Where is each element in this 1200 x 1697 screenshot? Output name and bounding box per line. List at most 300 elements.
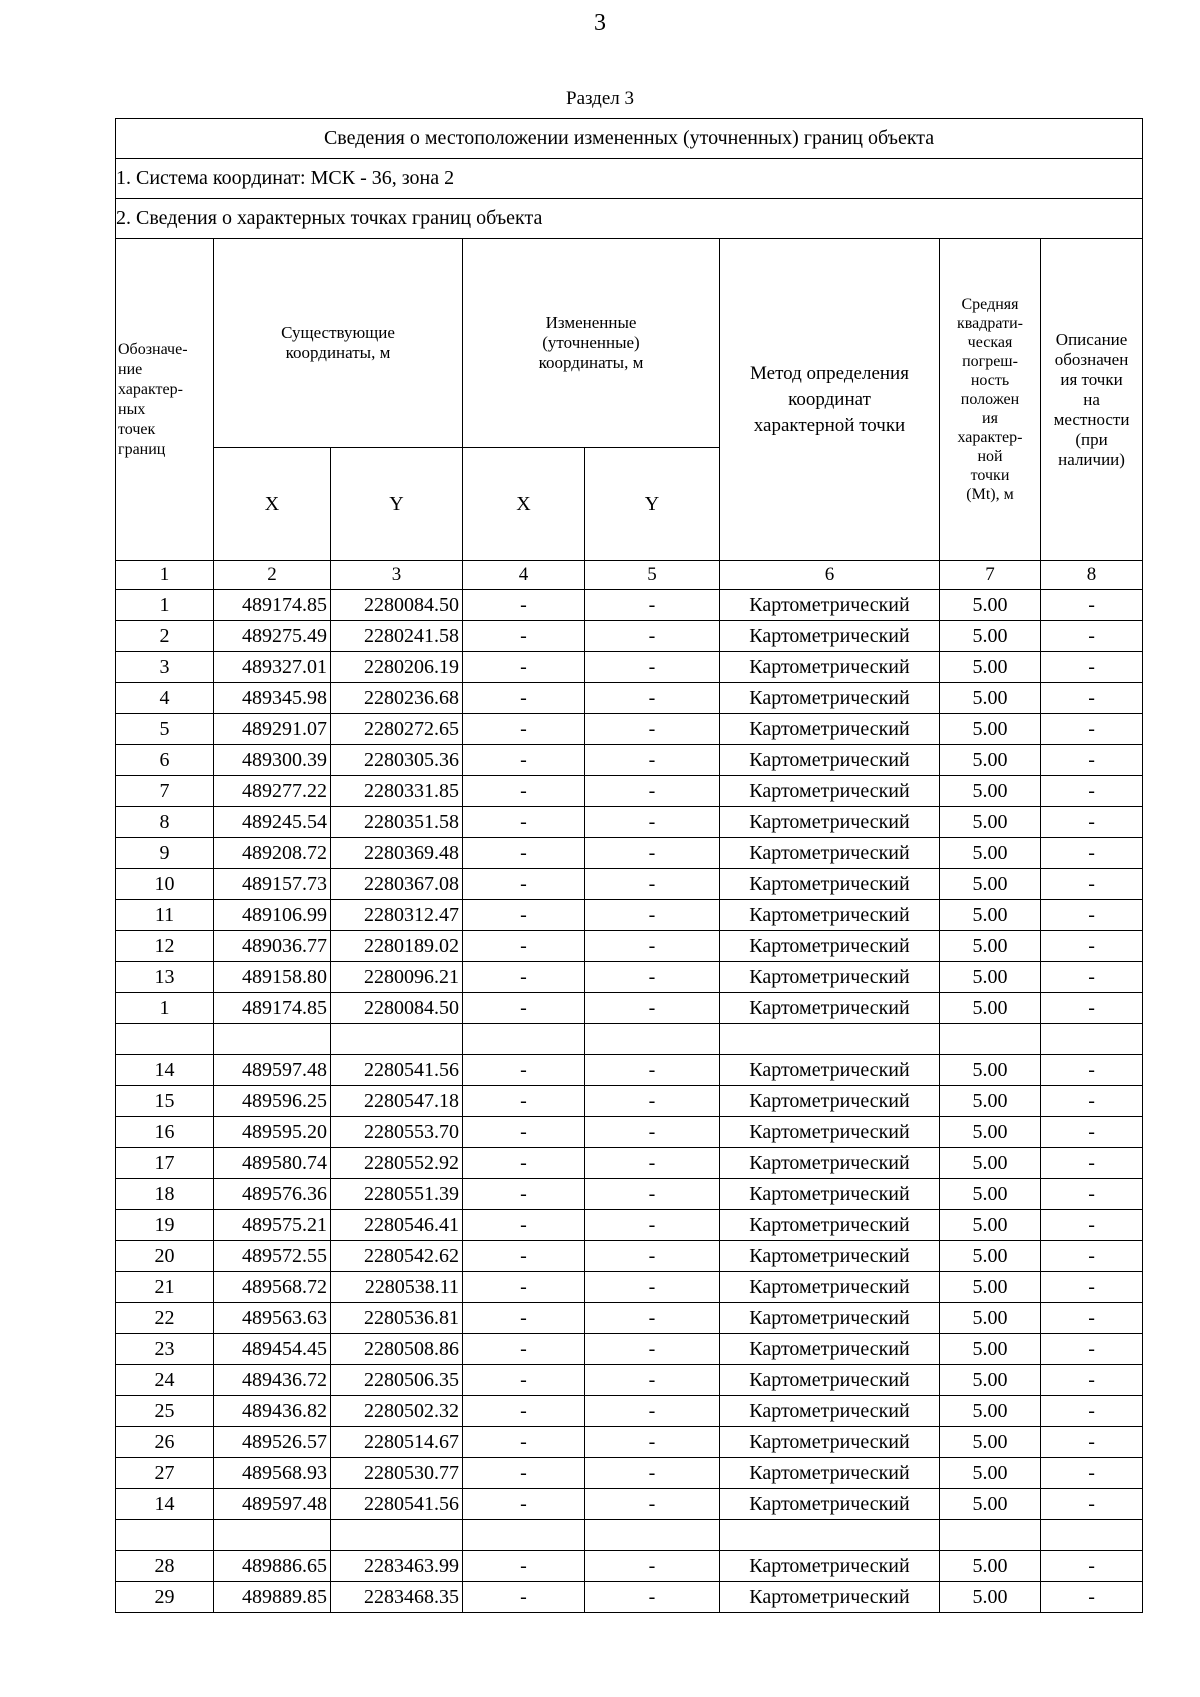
- table-row: [116, 900, 1143, 931]
- description-cell: [1041, 1024, 1143, 1055]
- table-row: [116, 714, 1143, 745]
- description-cell: -: [1041, 1148, 1143, 1179]
- method-cell: Картометрический: [720, 1241, 940, 1272]
- column-number: 2: [214, 561, 331, 590]
- table-row: [116, 1241, 1143, 1272]
- y-existing-cell: 2280546.41: [331, 1210, 463, 1241]
- table-row: [116, 1055, 1143, 1086]
- y-existing-cell: 2280541.56: [331, 1489, 463, 1520]
- method-cell: Картометрический: [720, 652, 940, 683]
- column-numbers-row: [116, 561, 1143, 590]
- table-row: [116, 683, 1143, 714]
- x-changed-cell: -: [463, 931, 585, 962]
- x-existing-cell: 489568.72: [214, 1272, 331, 1303]
- description-cell: -: [1041, 1303, 1143, 1334]
- description-cell: -: [1041, 962, 1143, 993]
- error-cell: 5.00: [940, 1179, 1041, 1210]
- page-number: 3: [594, 10, 606, 36]
- method-cell: Картометрический: [720, 1396, 940, 1427]
- point-id-cell: [116, 1024, 214, 1055]
- y-existing-cell: 2280312.47: [331, 900, 463, 931]
- y-existing-cell: 2280530.77: [331, 1458, 463, 1489]
- y-changed-cell: -: [585, 776, 720, 807]
- points-heading-row: [116, 199, 1143, 239]
- error-cell: 5.00: [940, 1303, 1041, 1334]
- description-cell: -: [1041, 776, 1143, 807]
- x-existing-cell: 489436.72: [214, 1365, 331, 1396]
- y-existing-cell: 2280305.36: [331, 745, 463, 776]
- point-id-cell: 7: [116, 776, 214, 807]
- x-changed-cell: -: [463, 683, 585, 714]
- x-existing-cell: 489174.85: [214, 993, 331, 1024]
- x-changed-cell: -: [463, 962, 585, 993]
- point-id-cell: [116, 1520, 214, 1551]
- point-id-cell: 23: [116, 1334, 214, 1365]
- y-existing-cell: 2280506.35: [331, 1365, 463, 1396]
- method-cell: [720, 1024, 940, 1055]
- description-cell: -: [1041, 993, 1143, 1024]
- description-cell: -: [1041, 1365, 1143, 1396]
- error-cell: 5.00: [940, 714, 1041, 745]
- y-existing-cell: 2280536.81: [331, 1303, 463, 1334]
- y-existing-cell: 2280241.58: [331, 621, 463, 652]
- description-cell: -: [1041, 1179, 1143, 1210]
- x-changed-cell: -: [463, 1458, 585, 1489]
- method-cell: Картометрический: [720, 745, 940, 776]
- point-id-cell: 9: [116, 838, 214, 869]
- x-existing-cell: 489157.73: [214, 869, 331, 900]
- description-cell: [1041, 1520, 1143, 1551]
- y-changed-cell: -: [585, 621, 720, 652]
- x-changed-cell: -: [463, 621, 585, 652]
- y-existing-cell: [331, 1520, 463, 1551]
- description-cell: -: [1041, 1086, 1143, 1117]
- x-existing-cell: 489300.39: [214, 745, 331, 776]
- table-row: [116, 931, 1143, 962]
- y-changed-cell: -: [585, 1117, 720, 1148]
- y-changed-cell: -: [585, 900, 720, 931]
- y-existing-cell: 2283463.99: [331, 1551, 463, 1582]
- header-x-changed: X: [463, 448, 585, 561]
- error-cell: 5.00: [940, 1272, 1041, 1303]
- header-error: Средняя квадрати- ческая погреш- ность положен ия характер- ной точки (Mt), м: [940, 239, 1041, 561]
- table-row: [116, 807, 1143, 838]
- y-existing-cell: [331, 1024, 463, 1055]
- y-existing-cell: 2280514.67: [331, 1427, 463, 1458]
- y-changed-cell: -: [585, 1210, 720, 1241]
- points-heading: 2. Сведения о характерных точках границ объекта: [116, 199, 1143, 239]
- y-existing-cell: 2280553.70: [331, 1117, 463, 1148]
- x-changed-cell: -: [463, 807, 585, 838]
- table-row: [116, 652, 1143, 683]
- table-row: [116, 962, 1143, 993]
- error-cell: 5.00: [940, 1241, 1041, 1272]
- column-number: 6: [720, 561, 940, 590]
- x-changed-cell: -: [463, 838, 585, 869]
- y-existing-cell: 2280206.19: [331, 652, 463, 683]
- error-cell: 5.00: [940, 683, 1041, 714]
- method-cell: Картометрический: [720, 1458, 940, 1489]
- x-existing-cell: 489597.48: [214, 1055, 331, 1086]
- x-changed-cell: -: [463, 1055, 585, 1086]
- method-cell: [720, 1520, 940, 1551]
- table-row: [116, 1582, 1143, 1613]
- y-changed-cell: [585, 1024, 720, 1055]
- point-id-cell: 15: [116, 1086, 214, 1117]
- description-cell: -: [1041, 869, 1143, 900]
- x-existing-cell: 489597.48: [214, 1489, 331, 1520]
- y-existing-cell: 2280541.56: [331, 1055, 463, 1086]
- y-changed-cell: -: [585, 1334, 720, 1365]
- y-changed-cell: -: [585, 590, 720, 621]
- table-row: [116, 869, 1143, 900]
- point-id-cell: 11: [116, 900, 214, 931]
- boundary-points-table: [115, 118, 1143, 1613]
- point-id-cell: 22: [116, 1303, 214, 1334]
- x-changed-cell: -: [463, 1365, 585, 1396]
- y-existing-cell: 2280096.21: [331, 962, 463, 993]
- error-cell: 5.00: [940, 1055, 1041, 1086]
- y-existing-cell: 2280502.32: [331, 1396, 463, 1427]
- table-row: [116, 590, 1143, 621]
- x-changed-cell: [463, 1024, 585, 1055]
- coord-system: 1. Система координат: МСК - 36, зона 2: [116, 159, 1143, 199]
- table-row: [116, 1334, 1143, 1365]
- x-changed-cell: -: [463, 1303, 585, 1334]
- error-cell: 5.00: [940, 1365, 1041, 1396]
- x-changed-cell: -: [463, 776, 585, 807]
- x-changed-cell: -: [463, 1117, 585, 1148]
- header-description: Описание обозначен ия точки на местности (при наличии): [1041, 239, 1143, 561]
- x-existing-cell: 489596.25: [214, 1086, 331, 1117]
- error-cell: 5.00: [940, 776, 1041, 807]
- point-id-cell: 26: [116, 1427, 214, 1458]
- point-id-cell: 17: [116, 1148, 214, 1179]
- x-changed-cell: -: [463, 652, 585, 683]
- x-existing-cell: 489575.21: [214, 1210, 331, 1241]
- method-cell: Картометрический: [720, 1551, 940, 1582]
- x-existing-cell: 489572.55: [214, 1241, 331, 1272]
- x-changed-cell: -: [463, 745, 585, 776]
- y-changed-cell: -: [585, 714, 720, 745]
- x-existing-cell: 489526.57: [214, 1427, 331, 1458]
- y-changed-cell: -: [585, 1241, 720, 1272]
- header-designation: Обозначе- ние характер- ных точек границ: [116, 239, 214, 561]
- error-cell: 5.00: [940, 1427, 1041, 1458]
- x-existing-cell: [214, 1520, 331, 1551]
- method-cell: Картометрический: [720, 1148, 940, 1179]
- y-changed-cell: [585, 1520, 720, 1551]
- header-y-changed: Y: [585, 448, 720, 561]
- method-cell: Картометрический: [720, 1582, 940, 1613]
- description-cell: -: [1041, 900, 1143, 931]
- y-changed-cell: -: [585, 1303, 720, 1334]
- y-changed-cell: -: [585, 1086, 720, 1117]
- error-cell: 5.00: [940, 1210, 1041, 1241]
- method-cell: Картометрический: [720, 900, 940, 931]
- y-existing-cell: 2280508.86: [331, 1334, 463, 1365]
- x-changed-cell: -: [463, 869, 585, 900]
- x-existing-cell: 489436.82: [214, 1396, 331, 1427]
- method-cell: Картометрический: [720, 714, 940, 745]
- x-changed-cell: -: [463, 1582, 585, 1613]
- method-cell: Картометрический: [720, 931, 940, 962]
- table-row: [116, 1117, 1143, 1148]
- section-label: Раздел 3: [566, 88, 634, 109]
- header-x-existing: X: [214, 448, 331, 561]
- column-number: 3: [331, 561, 463, 590]
- method-cell: Картометрический: [720, 1086, 940, 1117]
- x-existing-cell: 489454.45: [214, 1334, 331, 1365]
- data-rows: [116, 590, 1143, 1613]
- x-existing-cell: 489275.49: [214, 621, 331, 652]
- method-cell: Картометрический: [720, 1117, 940, 1148]
- header-existing: Существующие координаты, м: [214, 239, 463, 448]
- table-row: [116, 1303, 1143, 1334]
- description-cell: -: [1041, 1055, 1143, 1086]
- x-changed-cell: -: [463, 590, 585, 621]
- x-changed-cell: -: [463, 1334, 585, 1365]
- point-id-cell: 3: [116, 652, 214, 683]
- x-changed-cell: -: [463, 1427, 585, 1458]
- point-id-cell: 6: [116, 745, 214, 776]
- error-cell: 5.00: [940, 652, 1041, 683]
- x-changed-cell: -: [463, 1210, 585, 1241]
- y-changed-cell: -: [585, 1427, 720, 1458]
- error-cell: 5.00: [940, 1086, 1041, 1117]
- table-title: Сведения о местоположении измененных (уточненных) границ объекта: [116, 119, 1143, 159]
- table-title-row: [116, 119, 1143, 159]
- method-cell: Картометрический: [720, 1210, 940, 1241]
- x-changed-cell: -: [463, 1241, 585, 1272]
- x-existing-cell: 489158.80: [214, 962, 331, 993]
- description-cell: -: [1041, 1334, 1143, 1365]
- table-row: [116, 1086, 1143, 1117]
- error-cell: 5.00: [940, 931, 1041, 962]
- error-cell: 5.00: [940, 590, 1041, 621]
- y-changed-cell: -: [585, 869, 720, 900]
- method-cell: Картометрический: [720, 838, 940, 869]
- method-cell: Картометрический: [720, 1055, 940, 1086]
- header-y-existing: Y: [331, 448, 463, 561]
- x-existing-cell: 489106.99: [214, 900, 331, 931]
- y-existing-cell: 2280542.62: [331, 1241, 463, 1272]
- table-row: [116, 1396, 1143, 1427]
- y-changed-cell: -: [585, 1582, 720, 1613]
- description-cell: -: [1041, 745, 1143, 776]
- x-existing-cell: 489208.72: [214, 838, 331, 869]
- description-cell: -: [1041, 1241, 1143, 1272]
- point-id-cell: 27: [116, 1458, 214, 1489]
- x-changed-cell: -: [463, 1148, 585, 1179]
- y-existing-cell: 2280331.85: [331, 776, 463, 807]
- point-id-cell: 8: [116, 807, 214, 838]
- point-id-cell: 21: [116, 1272, 214, 1303]
- x-changed-cell: -: [463, 1086, 585, 1117]
- separator-row: [116, 1024, 1143, 1055]
- y-changed-cell: -: [585, 993, 720, 1024]
- y-changed-cell: -: [585, 683, 720, 714]
- x-changed-cell: -: [463, 714, 585, 745]
- x-existing-cell: 489886.65: [214, 1551, 331, 1582]
- y-existing-cell: 2280351.58: [331, 807, 463, 838]
- header-changed: Измененные (уточненные) координаты, м: [463, 239, 720, 448]
- error-cell: 5.00: [940, 807, 1041, 838]
- method-cell: Картометрический: [720, 1179, 940, 1210]
- y-existing-cell: 2280236.68: [331, 683, 463, 714]
- point-id-cell: 18: [116, 1179, 214, 1210]
- column-number: 1: [116, 561, 214, 590]
- y-existing-cell: 2280369.48: [331, 838, 463, 869]
- y-existing-cell: 2280551.39: [331, 1179, 463, 1210]
- table-row: [116, 1179, 1143, 1210]
- table-row: [116, 1427, 1143, 1458]
- y-existing-cell: 2280538.11: [331, 1272, 463, 1303]
- error-cell: 5.00: [940, 1117, 1041, 1148]
- y-changed-cell: -: [585, 1396, 720, 1427]
- x-existing-cell: 489576.36: [214, 1179, 331, 1210]
- description-cell: -: [1041, 807, 1143, 838]
- error-cell: 5.00: [940, 1148, 1041, 1179]
- method-cell: Картометрический: [720, 1365, 940, 1396]
- y-existing-cell: 2280084.50: [331, 590, 463, 621]
- error-cell: 5.00: [940, 745, 1041, 776]
- error-cell: 5.00: [940, 869, 1041, 900]
- description-cell: -: [1041, 683, 1143, 714]
- table-row: [116, 776, 1143, 807]
- column-number: 5: [585, 561, 720, 590]
- point-id-cell: 1: [116, 590, 214, 621]
- point-id-cell: 10: [116, 869, 214, 900]
- x-changed-cell: -: [463, 1272, 585, 1303]
- description-cell: -: [1041, 590, 1143, 621]
- section-label-wrap: [0, 88, 1200, 110]
- error-cell: [940, 1520, 1041, 1551]
- x-existing-cell: 489036.77: [214, 931, 331, 962]
- x-existing-cell: 489563.63: [214, 1303, 331, 1334]
- method-cell: Картометрический: [720, 1272, 940, 1303]
- description-cell: -: [1041, 1272, 1143, 1303]
- y-existing-cell: 2280272.65: [331, 714, 463, 745]
- table-row: [116, 745, 1143, 776]
- y-changed-cell: -: [585, 1365, 720, 1396]
- point-id-cell: 24: [116, 1365, 214, 1396]
- point-id-cell: 25: [116, 1396, 214, 1427]
- point-id-cell: 2: [116, 621, 214, 652]
- table-row: [116, 1148, 1143, 1179]
- description-cell: -: [1041, 1396, 1143, 1427]
- y-changed-cell: -: [585, 807, 720, 838]
- method-cell: Картометрический: [720, 776, 940, 807]
- table-row: [116, 993, 1143, 1024]
- y-changed-cell: -: [585, 1055, 720, 1086]
- point-id-cell: 1: [116, 993, 214, 1024]
- x-existing-cell: 489889.85: [214, 1582, 331, 1613]
- x-existing-cell: 489291.07: [214, 714, 331, 745]
- y-existing-cell: 2280189.02: [331, 931, 463, 962]
- error-cell: 5.00: [940, 1334, 1041, 1365]
- y-changed-cell: -: [585, 931, 720, 962]
- x-existing-cell: 489580.74: [214, 1148, 331, 1179]
- x-existing-cell: 489174.85: [214, 590, 331, 621]
- description-cell: -: [1041, 1582, 1143, 1613]
- method-cell: Картометрический: [720, 807, 940, 838]
- y-changed-cell: -: [585, 1551, 720, 1582]
- description-cell: -: [1041, 1427, 1143, 1458]
- error-cell: 5.00: [940, 1396, 1041, 1427]
- table-row: [116, 1551, 1143, 1582]
- y-existing-cell: 2280084.50: [331, 993, 463, 1024]
- column-number: 4: [463, 561, 585, 590]
- y-changed-cell: -: [585, 745, 720, 776]
- header-row-1: [116, 239, 1143, 448]
- table-row: [116, 1210, 1143, 1241]
- point-id-cell: 16: [116, 1117, 214, 1148]
- method-cell: Картометрический: [720, 621, 940, 652]
- table-row: [116, 621, 1143, 652]
- error-cell: 5.00: [940, 900, 1041, 931]
- x-changed-cell: -: [463, 900, 585, 931]
- description-cell: -: [1041, 1117, 1143, 1148]
- method-cell: Картометрический: [720, 1303, 940, 1334]
- y-changed-cell: -: [585, 838, 720, 869]
- point-id-cell: 14: [116, 1489, 214, 1520]
- y-existing-cell: 2280547.18: [331, 1086, 463, 1117]
- method-cell: Картометрический: [720, 1489, 940, 1520]
- x-existing-cell: 489568.93: [214, 1458, 331, 1489]
- x-existing-cell: 489245.54: [214, 807, 331, 838]
- point-id-cell: 19: [116, 1210, 214, 1241]
- error-cell: 5.00: [940, 962, 1041, 993]
- y-existing-cell: 2280367.08: [331, 869, 463, 900]
- method-cell: Картометрический: [720, 683, 940, 714]
- table-row: [116, 1458, 1143, 1489]
- y-changed-cell: -: [585, 1148, 720, 1179]
- x-changed-cell: -: [463, 1489, 585, 1520]
- description-cell: -: [1041, 1458, 1143, 1489]
- x-existing-cell: 489277.22: [214, 776, 331, 807]
- table-row: [116, 1365, 1143, 1396]
- point-id-cell: 4: [116, 683, 214, 714]
- description-cell: -: [1041, 838, 1143, 869]
- error-cell: 5.00: [940, 1458, 1041, 1489]
- separator-row: [116, 1520, 1143, 1551]
- error-cell: 5.00: [940, 1489, 1041, 1520]
- table-row: [116, 838, 1143, 869]
- x-changed-cell: -: [463, 1551, 585, 1582]
- description-cell: -: [1041, 1551, 1143, 1582]
- y-existing-cell: 2280552.92: [331, 1148, 463, 1179]
- y-changed-cell: -: [585, 652, 720, 683]
- point-id-cell: 12: [116, 931, 214, 962]
- description-cell: -: [1041, 621, 1143, 652]
- description-cell: -: [1041, 931, 1143, 962]
- point-id-cell: 14: [116, 1055, 214, 1086]
- method-cell: Картометрический: [720, 590, 940, 621]
- x-existing-cell: 489327.01: [214, 652, 331, 683]
- x-changed-cell: [463, 1520, 585, 1551]
- x-existing-cell: 489595.20: [214, 1117, 331, 1148]
- method-cell: Картометрический: [720, 962, 940, 993]
- x-changed-cell: -: [463, 1179, 585, 1210]
- description-cell: -: [1041, 714, 1143, 745]
- error-cell: 5.00: [940, 621, 1041, 652]
- table-row: [116, 1272, 1143, 1303]
- column-number: 8: [1041, 561, 1143, 590]
- method-cell: Картометрический: [720, 869, 940, 900]
- point-id-cell: 20: [116, 1241, 214, 1272]
- y-existing-cell: 2283468.35: [331, 1582, 463, 1613]
